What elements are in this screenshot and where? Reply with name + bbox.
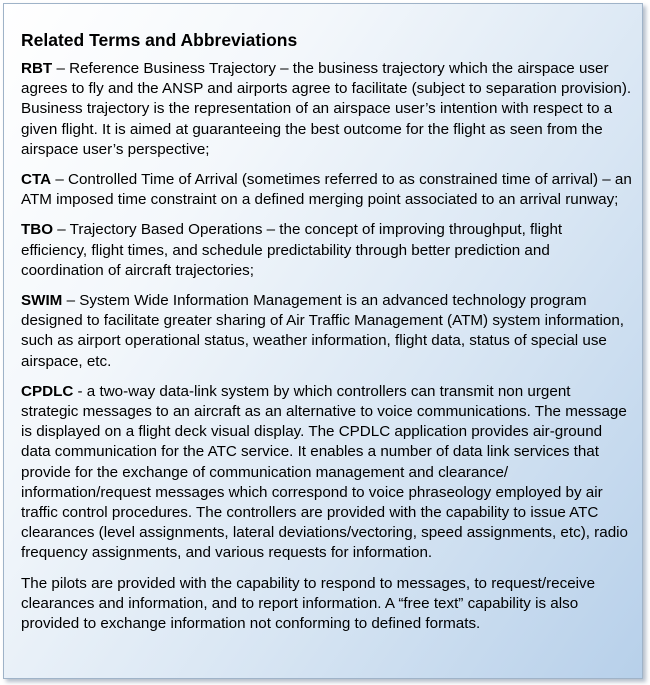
- definition-swim: – System Wide Information Management is an advanced technology program designed to facilitate greater sharing of Air Traffic Management (ATM) system information, such as airport operational status, weather information, flight data, status of special use airspace, etc.: [21, 292, 624, 370]
- term-swim: SWIM: [21, 292, 63, 310]
- entry-cpdlc: [21, 382, 632, 564]
- entry-cta: [21, 170, 632, 210]
- entry-tbo: [21, 220, 632, 281]
- terms-box: [3, 3, 643, 679]
- term-cpdlc: CPDLC: [21, 382, 74, 400]
- closing-paragraph: The pilots are provided with the capability to respond to messages, to request/receive clearances and information, and to report information. A “free text” capability is also provided to exchange information not conforming to defined formats.: [21, 574, 596, 633]
- box-title: Related Terms and Abbreviations: [21, 30, 298, 50]
- definition-cta: – Controlled Time of Arrival (sometimes referred to as constrained time of arrival) – an ATM imposed time constraint on a defined merging point associated to an arrival runway;: [21, 171, 632, 209]
- definition-tbo: – Trajectory Based Operations – the concept of improving throughput, flight efficiency, flight times, and schedule predictability through better prediction and coordination of aircraft trajectories;: [21, 221, 563, 279]
- definition-cpdlc: - a two-way data-link system by which controllers can transmit non urgent strategic messages to an aircraft as an alternative to voice communications. The message is displayed on a flight deck visual display. The CPDLC application provides air-ground data communication for the ATC service. It enables a number of data link services that provide for the exchange of communication management and clearance/ information/request messages which correspond to voice phraseology employed by air traffic control procedures. The controllers are provided with the capability to issue ATC clearances (level assignments, lateral deviations/vectoring, speed assignments, etc), radio frequency assignments, and various requests for information.: [21, 382, 628, 562]
- definition-rbt: – Reference Business Trajectory – the business trajectory which the airspace user agrees to fly and the ANSP and airports agree to facilitate (subject to separation provision). Business trajectory is the representation of an airspace user’s intention with respect to a given flight. It is aimed at guaranteeing the best outcome for the flight as seen from the airspace user’s perspective;: [21, 60, 632, 158]
- term-tbo: TBO: [21, 221, 54, 239]
- entry-rbt: [21, 59, 632, 160]
- entry-swim: [21, 291, 632, 372]
- term-rbt: RBT: [21, 60, 53, 77]
- term-cta: CTA: [21, 171, 52, 189]
